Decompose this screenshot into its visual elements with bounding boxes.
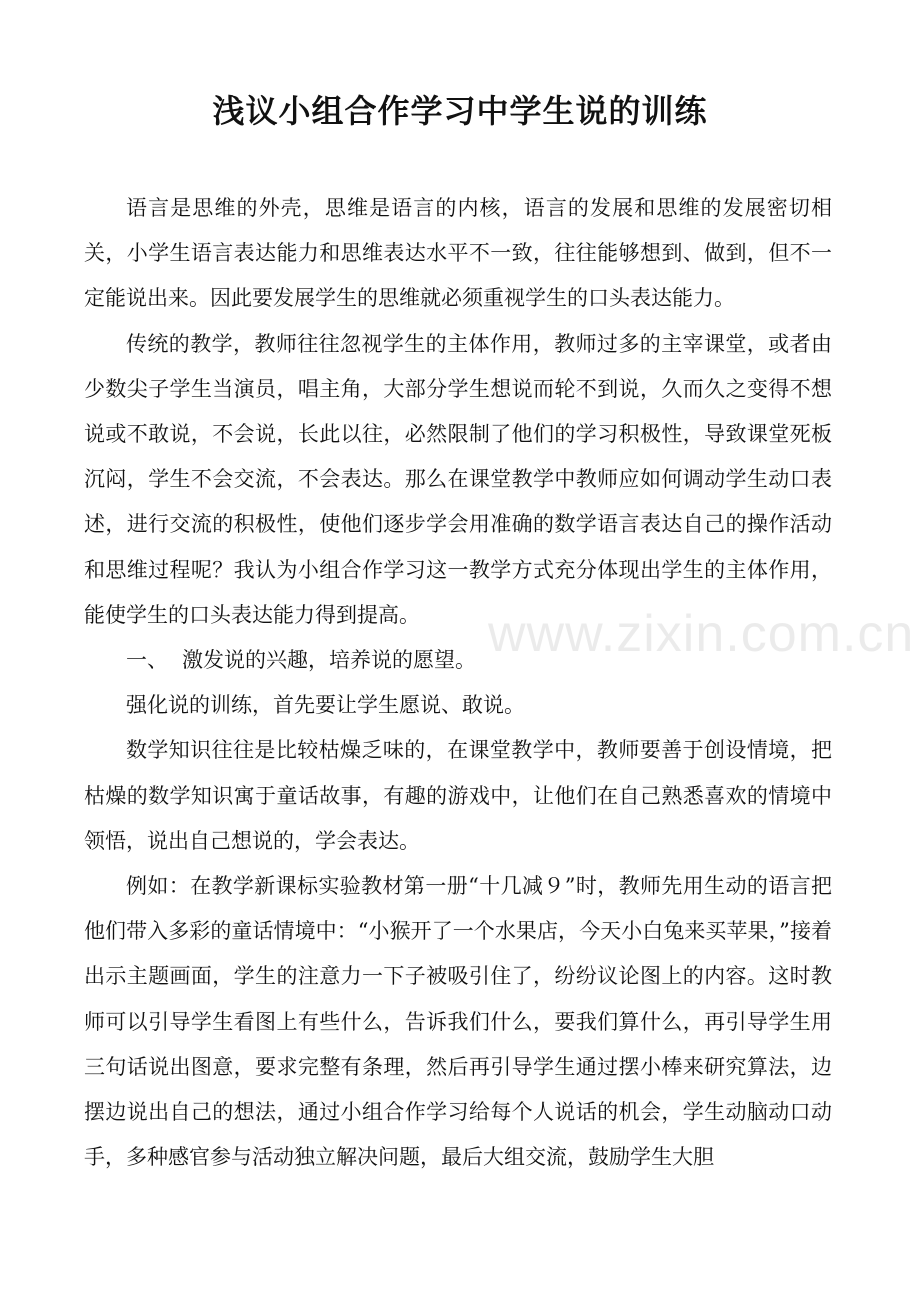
paragraph: 语言是思维的外壳，思维是语言的内核，语言的发展和思维的发展密切相关，小学生语言表达能力和思维表达水平不一致，往往能够想到、做到，但不一定能说出来。因此要发展学生的思维就必须重视学生的口头表达能力。 [84, 196, 832, 311]
document-body [84, 186, 832, 1180]
paragraph: 例如：在教学新课标实验教材第一册“十几减９”时，教师先用生动的语言把他们带入多彩的童话情境中：“小猴开了一个水果店，今天小白兔来买苹果，”接着出示主题画面，学生的注意力一下子被吸引住了，纷纷议论图上的内容。这时教师可以引导学生看图上有些什么，告诉我们什么，要我们算什么，再引导学生用三句话说出图意，要求完整有条理，然后再引导学生通过摆小棒来研究算法，边摆边说出自己的想法，通过小组合作学习给每个人说话的机会，学生动脑动口动手，多种感官参与活动独立解决问题，最后大组交流，鼓励学生大胆 [84, 874, 832, 1170]
paragraph: 数学知识往往是比较枯燥乏味的，在课堂教学中，教师要善于创设情境，把枯燥的数学知识寓于童话故事，有趣的游戏中，让他们在自己熟悉喜欢的情境中领悟，说出自己想说的，学会表达。 [84, 738, 832, 853]
section-heading [84, 638, 832, 683]
document-title: 浅议小组合作学习中学生说的训练 [212, 92, 708, 130]
watermark: www.zixin.com.cn [488, 605, 915, 663]
section-number: 一、 [126, 648, 168, 673]
paragraph: 传统的教学，教师往往忽视学生的主体作用，教师过多的主宰课堂，或者由少数尖子学生当演员，唱主角，大部分学生想说而轮不到说，久而久之变得不想说或不敢说，不会说，长此以往，必然限制了他们的学习积极性，导致课堂死板沉闷，学生不会交流，不会表达。那么在课堂教学中教师应如何调动学生动口表述，进行交流的积极性，使他们逐步学会用准确的数学语言表达自己的操作活动和思维过程呢？我认为小组合作学习这一教学方式充分体现出学生的主体作用，能使学生的口头表达能力得到提高。 [84, 331, 832, 627]
paragraph: 强化说的训练，首先要让学生愿说、敢说。 [126, 693, 525, 718]
section-heading-text: 激发说的兴趣，培养说的愿望。 [182, 648, 476, 673]
